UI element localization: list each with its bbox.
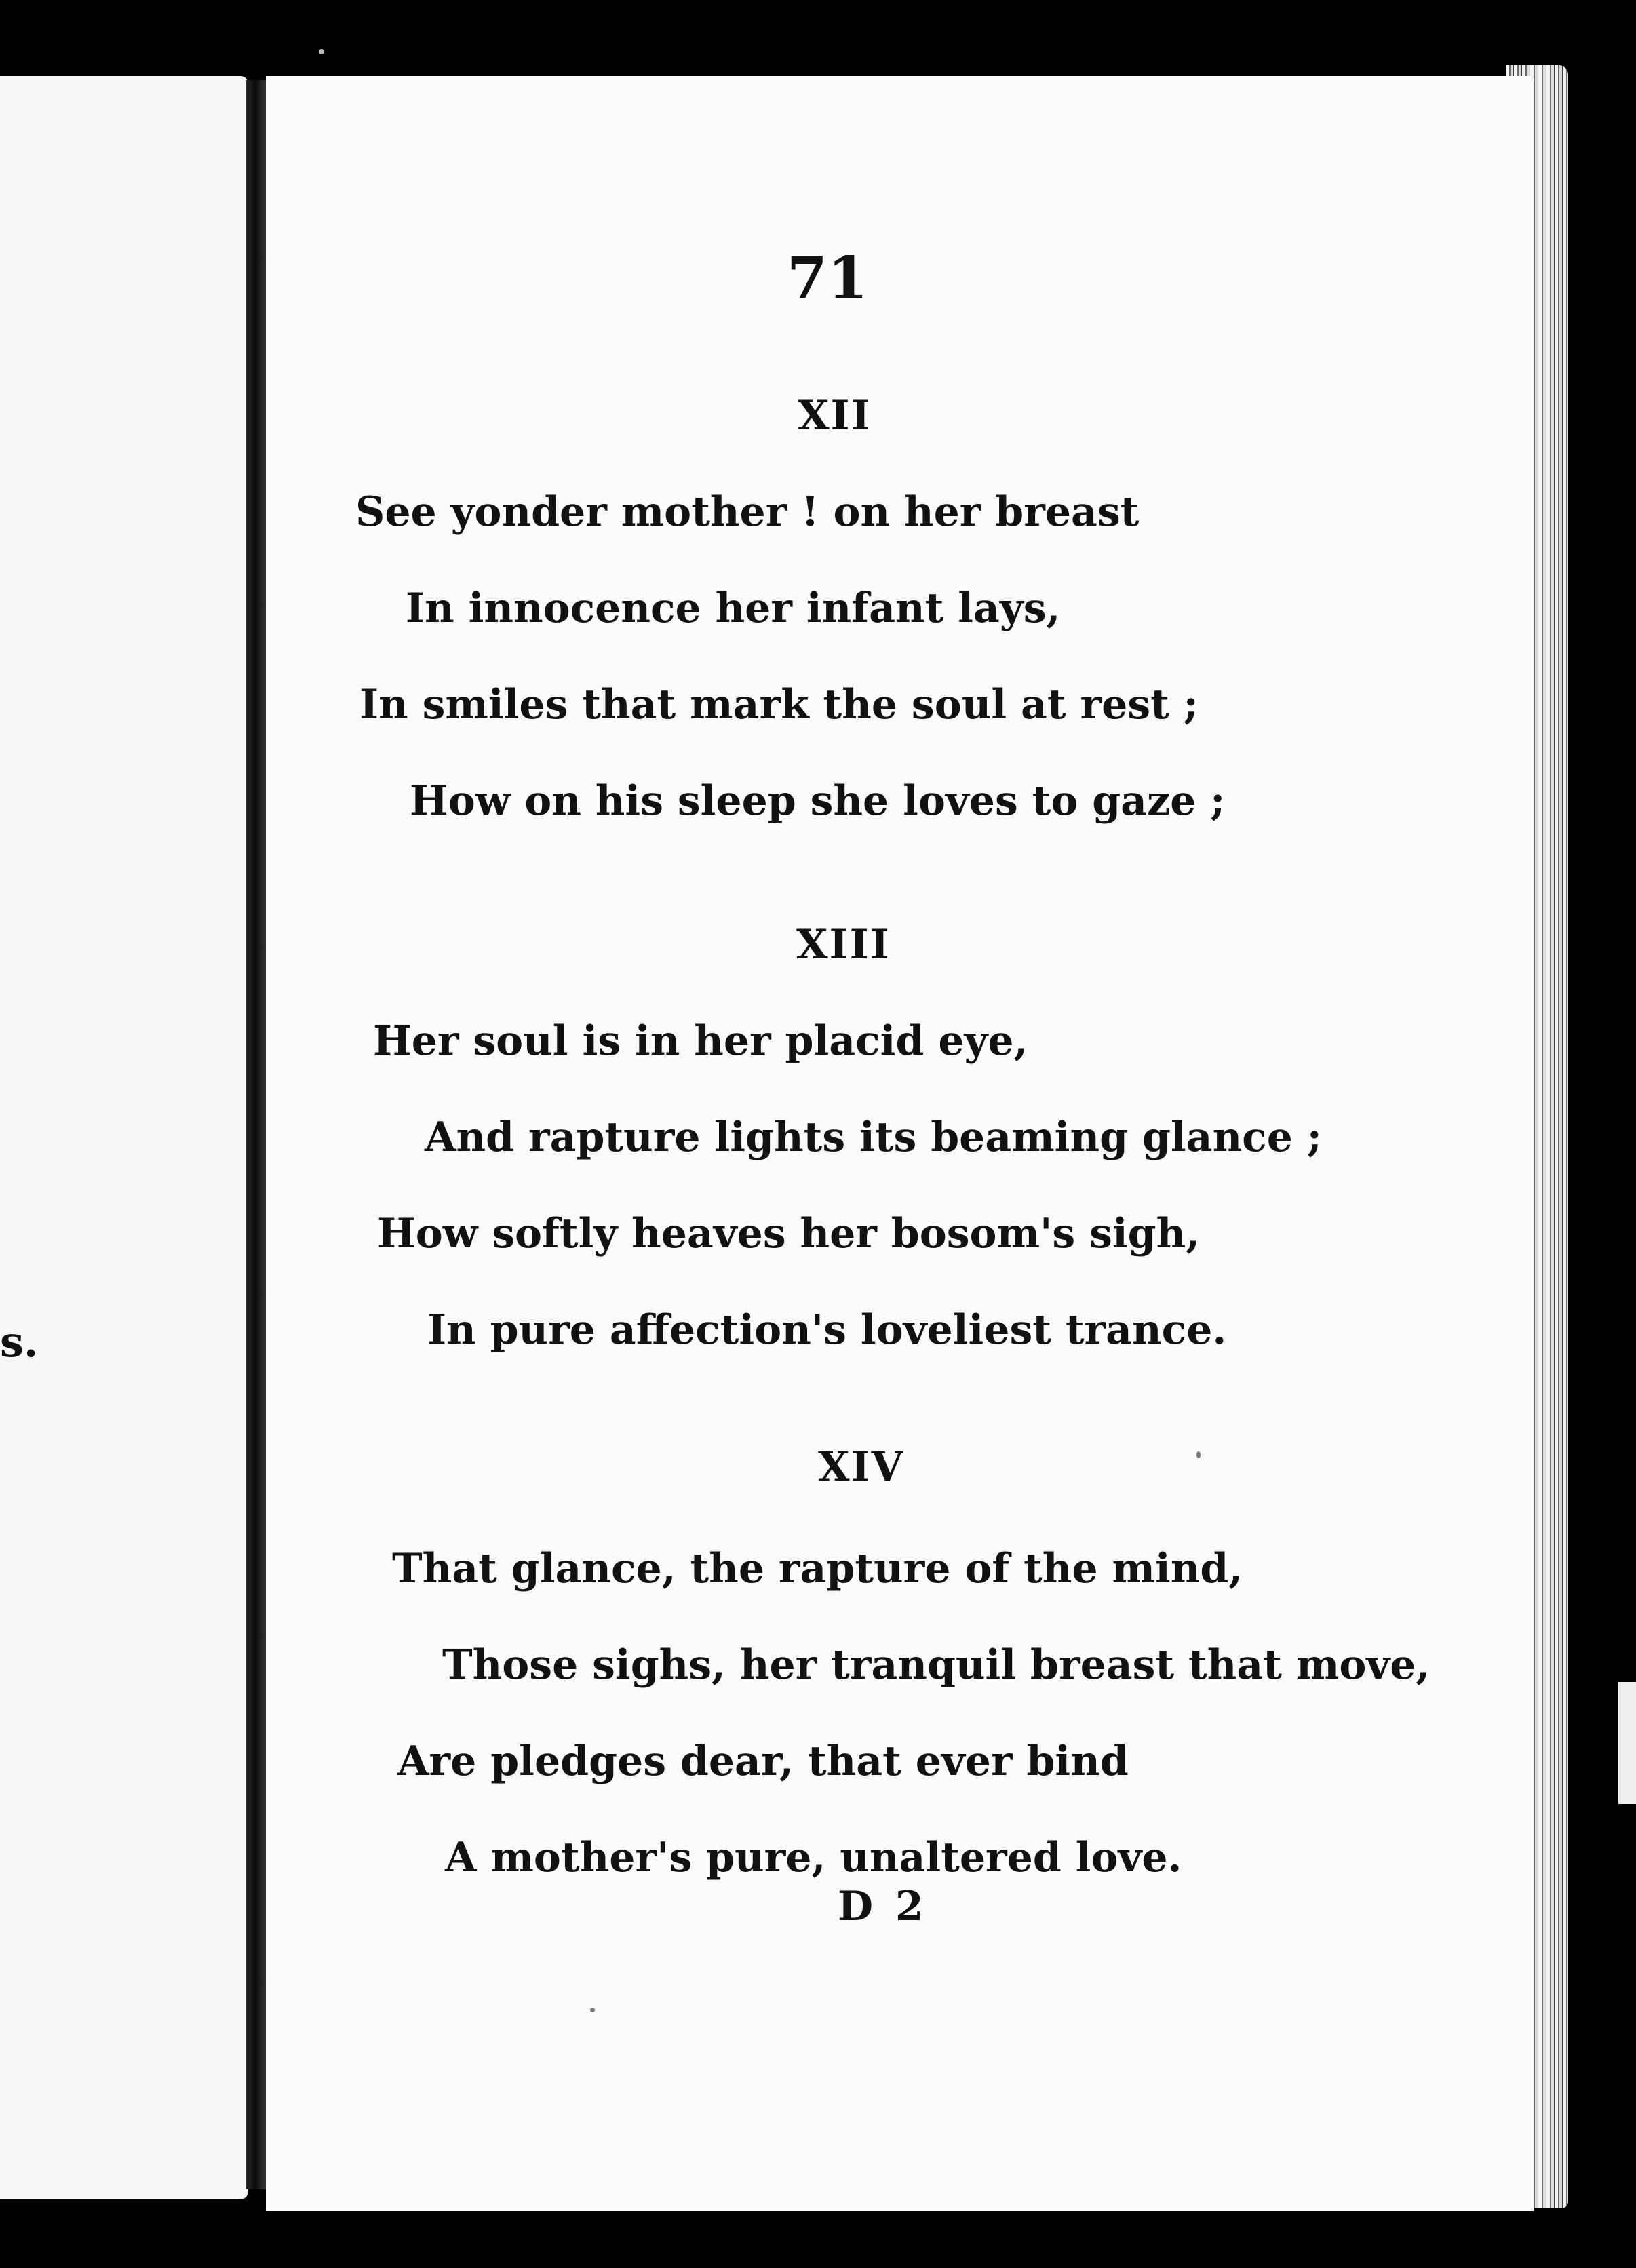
stanza-numeral: XII — [798, 392, 872, 439]
verse-line: How softly heaves her bosom's sigh, — [377, 1210, 1201, 1257]
scan-speck — [319, 49, 324, 54]
verse-line: That glance, the rapture of the mind, — [392, 1545, 1243, 1592]
facing-page-text-fragment: s. — [0, 1317, 39, 1367]
verse-line: In smiles that mark the soul at rest ; — [359, 681, 1199, 728]
page-edge-tab — [1618, 1682, 1636, 1804]
verse-line: In innocence her infant lays, — [406, 585, 1061, 632]
verse-line: Those sighs, her tranquil breast that move, — [442, 1641, 1430, 1689]
stanza-numeral: XIII — [796, 921, 891, 969]
signature-mark: D 2 — [838, 1883, 928, 1930]
verse-line: See yonder mother ! on her breast — [355, 488, 1140, 536]
scan-speck — [1196, 1451, 1201, 1458]
scan-speck — [590, 2008, 595, 2012]
verse-line: Her soul is in her placid eye, — [373, 1017, 1028, 1065]
facing-page-left — [0, 76, 248, 2199]
verse-line: And rapture lights its beaming glance ; — [425, 1114, 1322, 1161]
verse-line: Are pledges dear, that ever bind — [397, 1738, 1129, 1785]
verse-line: In pure affection's loveliest trance. — [427, 1306, 1227, 1354]
page-number: 71 — [787, 244, 868, 313]
verse-line: A mother's pure, unaltered love. — [445, 1834, 1182, 1881]
verse-line: How on his sleep she loves to gaze ; — [410, 777, 1226, 825]
stanza-numeral: XIV — [818, 1443, 905, 1491]
book-gutter — [246, 80, 267, 2189]
